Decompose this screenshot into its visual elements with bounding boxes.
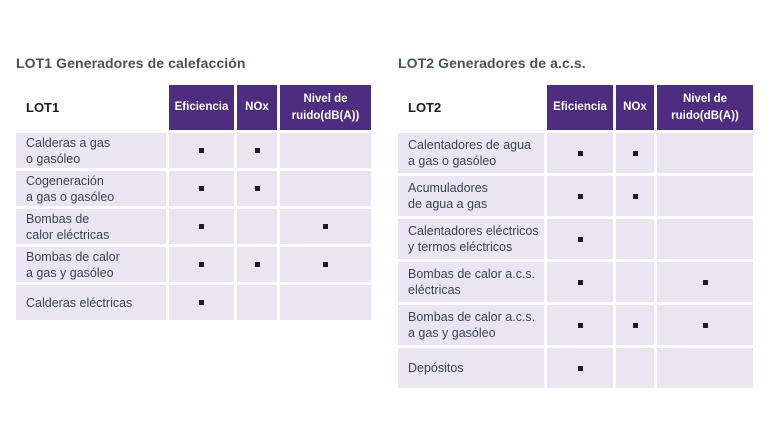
row-label-line: Cogeneración — [26, 173, 104, 188]
mark-cell — [237, 247, 277, 282]
row-label — [16, 285, 166, 320]
lot1-col-header-ruido — [280, 85, 371, 130]
row-label — [16, 133, 166, 168]
lot1-table-title: LOT1 Generadores de calefacción — [16, 55, 246, 71]
mark-cell — [547, 262, 613, 302]
mark-cell — [280, 247, 371, 282]
check-square-icon — [255, 262, 260, 267]
row-label — [16, 247, 166, 282]
mark-cell — [280, 285, 371, 320]
col-header-ruido-line1: Nivel de — [303, 92, 348, 105]
mark-cell — [169, 209, 234, 244]
mark-cell — [547, 219, 613, 259]
check-square-icon — [578, 151, 583, 156]
row-label-line: Calderas eléctricas — [26, 295, 133, 310]
lot2-col-header-nox: NOx — [616, 85, 654, 130]
row-label-line: Calentadores de agua — [408, 138, 532, 152]
check-square-icon — [633, 323, 638, 328]
row-label-line: Depósitos — [408, 361, 464, 375]
row-label-line: a gas y gasóleo — [408, 326, 496, 340]
col-header-ruido-line1: Nivel de — [682, 92, 728, 105]
check-square-icon — [255, 148, 260, 153]
lot2-col-header-ruido — [657, 85, 753, 130]
mark-cell — [657, 176, 753, 216]
check-square-icon — [255, 186, 260, 191]
check-square-icon — [633, 151, 638, 156]
row-label — [398, 176, 544, 216]
check-square-icon — [323, 224, 328, 229]
row-label-line: eléctricas — [408, 283, 461, 297]
check-square-icon — [578, 323, 583, 328]
mark-cell — [547, 305, 613, 345]
mark-cell — [169, 247, 234, 282]
row-label-line: Bombas de calor — [26, 249, 120, 264]
row-label — [398, 133, 544, 173]
lot1-col-header-nox: NOx — [237, 85, 277, 130]
row-label-line: Bombas de calor a.c.s. — [408, 267, 536, 281]
lot2-grid — [398, 85, 754, 388]
mark-cell — [547, 176, 613, 216]
check-square-icon — [199, 224, 204, 229]
check-square-icon — [323, 262, 328, 267]
row-label-line: Bombas de — [26, 211, 90, 226]
mark-cell — [616, 133, 654, 173]
mark-cell — [237, 285, 277, 320]
row-label — [398, 219, 544, 259]
check-square-icon — [199, 186, 204, 191]
row-label-line: calor eléctricas — [26, 227, 110, 242]
mark-cell — [547, 133, 613, 173]
mark-cell — [237, 133, 277, 168]
check-square-icon — [578, 237, 583, 242]
check-square-icon — [633, 194, 638, 199]
mark-cell — [616, 262, 654, 302]
mark-cell — [237, 209, 277, 244]
check-square-icon — [199, 300, 204, 305]
row-label-line: a gas o gasóleo — [408, 154, 497, 168]
lot1-table — [16, 55, 373, 320]
mark-cell — [616, 348, 654, 388]
lot1-col-header-eficiencia: Eficiencia — [169, 85, 234, 130]
lot1-grid — [16, 85, 373, 320]
lot2-table-title: LOT2 Generadores de a.c.s. — [398, 55, 586, 71]
row-label — [398, 305, 544, 345]
mark-cell — [616, 219, 654, 259]
mark-cell — [657, 219, 753, 259]
row-label — [16, 171, 166, 206]
check-square-icon — [199, 262, 204, 267]
check-square-icon — [578, 194, 583, 199]
check-square-icon — [578, 366, 583, 371]
mark-cell — [280, 133, 371, 168]
mark-cell — [280, 171, 371, 206]
row-label — [16, 209, 166, 244]
row-label-line: Bombas de calor a.c.s. — [408, 310, 536, 324]
mark-cell — [657, 348, 753, 388]
row-label-line: y termos eléctricos — [408, 240, 513, 254]
mark-cell — [547, 348, 613, 388]
lot2-corner-header: LOT2 — [398, 85, 544, 130]
mark-cell — [616, 176, 654, 216]
row-label-line: de agua a gas — [408, 197, 488, 211]
mark-cell — [280, 209, 371, 244]
mark-cell — [237, 171, 277, 206]
row-label — [398, 262, 544, 302]
row-label-line: Calentadores eléctricos — [408, 224, 539, 238]
check-square-icon — [703, 280, 708, 285]
mark-cell — [657, 133, 753, 173]
row-label-line: o gasóleo — [26, 151, 81, 166]
lot2-col-header-eficiencia: Eficiencia — [547, 85, 613, 130]
mark-cell — [657, 262, 753, 302]
row-label-line: Calderas a gas — [26, 135, 111, 150]
lot1-corner-header: LOT1 — [16, 85, 166, 130]
mark-cell — [657, 305, 753, 345]
mark-cell — [616, 305, 654, 345]
col-header-ruido-line2: ruido(dB(A)) — [671, 109, 739, 122]
lot2-table — [398, 55, 754, 388]
row-label — [398, 348, 544, 388]
mark-cell — [169, 133, 234, 168]
row-label-line: Acumuladores — [408, 181, 488, 195]
check-square-icon — [578, 280, 583, 285]
mark-cell — [169, 171, 234, 206]
check-square-icon — [199, 148, 204, 153]
mark-cell — [169, 285, 234, 320]
row-label-line: a gas o gasóleo — [26, 189, 115, 204]
row-label-line: a gas y gasóleo — [26, 265, 114, 280]
check-square-icon — [703, 323, 708, 328]
col-header-ruido-line2: ruido(dB(A)) — [291, 109, 360, 122]
